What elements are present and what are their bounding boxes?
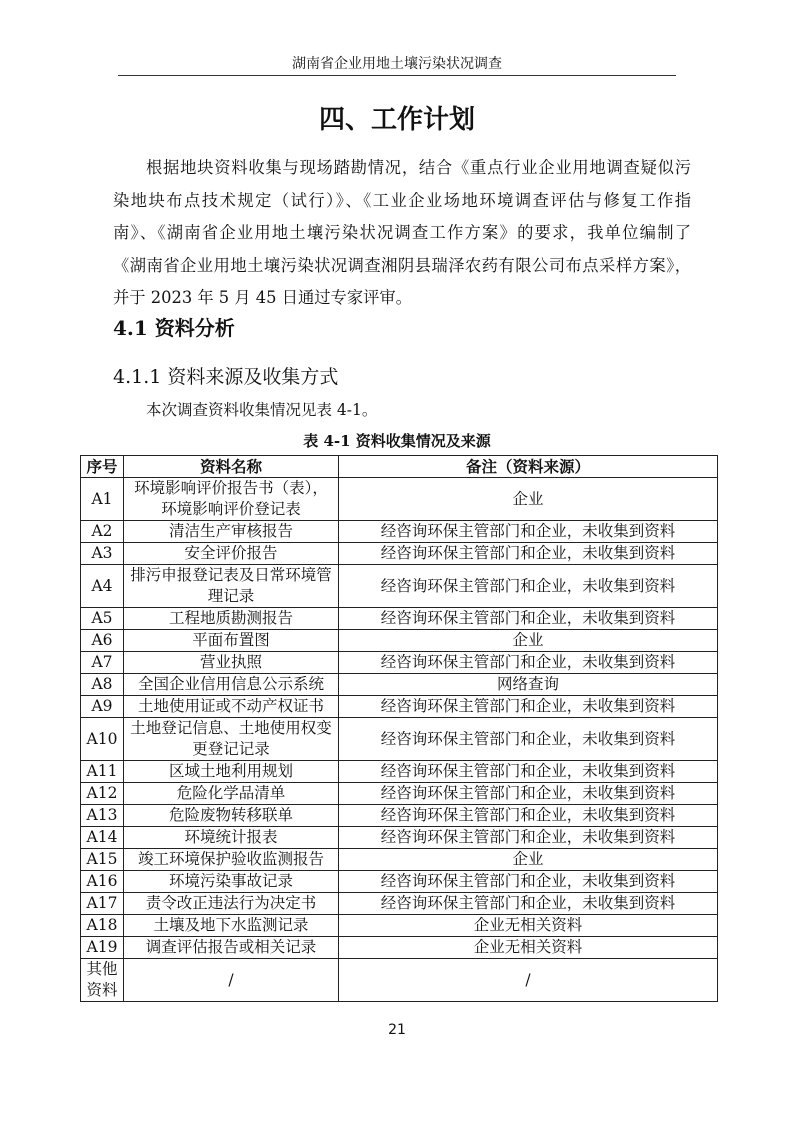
remark-cell: 企业无相关资料 bbox=[339, 937, 718, 959]
remark-cell: 企业 bbox=[339, 630, 718, 652]
name-cell: 竣工环境保护验收监测报告 bbox=[124, 849, 339, 871]
seq-cell: A2 bbox=[81, 521, 124, 543]
table-row bbox=[81, 608, 718, 630]
seq-cell: A17 bbox=[81, 893, 124, 915]
table-caption: 表 4-1 资料收集情况及来源 bbox=[303, 432, 491, 450]
name-cell: 危险化学品清单 bbox=[124, 783, 339, 805]
paragraph-line: 南》、《湖南省企业用地土壤污染状况调查工作方案》的要求，我单位编制了 bbox=[113, 223, 691, 243]
name-cell: 环境影响评价报告书（表），环境影响评价登记表 bbox=[124, 478, 339, 521]
header-divider bbox=[118, 75, 676, 76]
remark-cell: 经咨询环保主管部门和企业，未收集到资料 bbox=[339, 608, 718, 630]
seq-cell: A18 bbox=[81, 915, 124, 937]
seq-cell: A12 bbox=[81, 783, 124, 805]
seq-cell: A4 bbox=[81, 565, 124, 608]
table-row bbox=[81, 783, 718, 805]
table-row bbox=[81, 543, 718, 565]
table-row bbox=[81, 630, 718, 652]
seq-cell: A13 bbox=[81, 805, 124, 827]
remark-cell: 经咨询环保主管部门和企业，未收集到资料 bbox=[339, 565, 718, 608]
paragraph-line: 根据地块资料收集与现场踏勘情况，结合《重点行业企业用地调查疑似污 bbox=[146, 158, 691, 177]
name-cell: 全国企业信用信息公示系统 bbox=[124, 674, 339, 696]
page-number: 21 bbox=[388, 1022, 406, 1038]
remark-cell: 经咨询环保主管部门和企业，未收集到资料 bbox=[339, 696, 718, 718]
remark-cell: 企业 bbox=[339, 849, 718, 871]
chapter-title: 四、工作计划 bbox=[318, 105, 475, 135]
name-cell: 土地使用证或不动产权证书 bbox=[124, 696, 339, 718]
table-row bbox=[81, 849, 718, 871]
name-cell: 责令改正违法行为决定书 bbox=[124, 893, 339, 915]
seq-cell: A16 bbox=[81, 871, 124, 893]
seq-cell: A6 bbox=[81, 630, 124, 652]
name-cell: 调查评估报告或相关记录 bbox=[124, 937, 339, 959]
name-cell: 清洁生产审核报告 bbox=[124, 521, 339, 543]
table-row bbox=[81, 871, 718, 893]
body-paragraph bbox=[113, 152, 691, 315]
table-row bbox=[81, 718, 718, 761]
section-heading: 4.1 资料分析 bbox=[113, 316, 235, 340]
intro-text: 本次调查资料收集情况见表 4-1。 bbox=[146, 401, 378, 419]
table-row bbox=[81, 674, 718, 696]
data-collection-table bbox=[80, 455, 718, 1002]
remark-cell: / bbox=[339, 959, 718, 1002]
remark-cell: 经咨询环保主管部门和企业，未收集到资料 bbox=[339, 652, 718, 674]
remark-cell: 网络查询 bbox=[339, 674, 718, 696]
table-header-row bbox=[81, 456, 718, 478]
table-row bbox=[81, 652, 718, 674]
table-row bbox=[81, 478, 718, 521]
remark-cell: 经咨询环保主管部门和企业，未收集到资料 bbox=[339, 543, 718, 565]
table-row bbox=[81, 805, 718, 827]
running-header: 湖南省企业用地土壤污染状况调查 bbox=[292, 56, 502, 72]
name-cell: 土地登记信息、土地使用权变更登记记录 bbox=[124, 718, 339, 761]
remark-cell: 企业 bbox=[339, 478, 718, 521]
subsection-heading: 4.1.1 资料来源及收集方式 bbox=[113, 366, 339, 388]
remark-cell: 经咨询环保主管部门和企业，未收集到资料 bbox=[339, 783, 718, 805]
seq-cell: A11 bbox=[81, 761, 124, 783]
name-cell: 环境污染事故记录 bbox=[124, 871, 339, 893]
name-cell: 环境统计报表 bbox=[124, 827, 339, 849]
table-row bbox=[81, 696, 718, 718]
name-cell: 安全评价报告 bbox=[124, 543, 339, 565]
seq-cell: A15 bbox=[81, 849, 124, 871]
seq-cell: A5 bbox=[81, 608, 124, 630]
seq-cell: A10 bbox=[81, 718, 124, 761]
remark-cell: 企业无相关资料 bbox=[339, 915, 718, 937]
table-row bbox=[81, 565, 718, 608]
table-row bbox=[81, 827, 718, 849]
table-row bbox=[81, 959, 718, 1002]
remark-cell: 经咨询环保主管部门和企业，未收集到资料 bbox=[339, 893, 718, 915]
remark-cell: 经咨询环保主管部门和企业，未收集到资料 bbox=[339, 827, 718, 849]
table-row bbox=[81, 761, 718, 783]
seq-cell: 其他资料 bbox=[81, 959, 124, 1002]
name-cell: / bbox=[124, 959, 339, 1002]
seq-cell: A7 bbox=[81, 652, 124, 674]
table-row bbox=[81, 521, 718, 543]
paragraph-line: 《湖南省企业用地土壤污染状况调查湘阴县瑞泽农药有限公司布点采样方案》， bbox=[113, 255, 691, 275]
remark-cell: 经咨询环保主管部门和企业，未收集到资料 bbox=[339, 805, 718, 827]
name-cell: 土壤及地下水监测记录 bbox=[124, 915, 339, 937]
name-cell: 危险废物转移联单 bbox=[124, 805, 339, 827]
name-cell: 平面布置图 bbox=[124, 630, 339, 652]
remark-cell: 经咨询环保主管部门和企业，未收集到资料 bbox=[339, 521, 718, 543]
name-cell: 区域土地利用规划 bbox=[124, 761, 339, 783]
paragraph-line: 并于 2023 年 5 月 45 日通过专家评审。 bbox=[113, 288, 412, 308]
name-cell: 工程地质勘测报告 bbox=[124, 608, 339, 630]
name-cell: 排污申报登记表及日常环境管理记录 bbox=[124, 565, 339, 608]
header-cell: 序号 bbox=[81, 456, 124, 478]
table-row bbox=[81, 893, 718, 915]
seq-cell: A9 bbox=[81, 696, 124, 718]
seq-cell: A19 bbox=[81, 937, 124, 959]
header-cell: 资料名称 bbox=[124, 456, 339, 478]
seq-cell: A8 bbox=[81, 674, 124, 696]
seq-cell: A14 bbox=[81, 827, 124, 849]
paragraph-line: 染地块布点技术规定（试行）》、《工业企业场地环境调查评估与修复工作指 bbox=[113, 190, 691, 210]
table-row bbox=[81, 915, 718, 937]
remark-cell: 经咨询环保主管部门和企业，未收集到资料 bbox=[339, 761, 718, 783]
header-cell: 备注（资料来源） bbox=[339, 456, 718, 478]
seq-cell: A3 bbox=[81, 543, 124, 565]
table-row bbox=[81, 937, 718, 959]
name-cell: 营业执照 bbox=[124, 652, 339, 674]
remark-cell: 经咨询环保主管部门和企业，未收集到资料 bbox=[339, 871, 718, 893]
seq-cell: A1 bbox=[81, 478, 124, 521]
remark-cell: 经咨询环保主管部门和企业，未收集到资料 bbox=[339, 718, 718, 761]
